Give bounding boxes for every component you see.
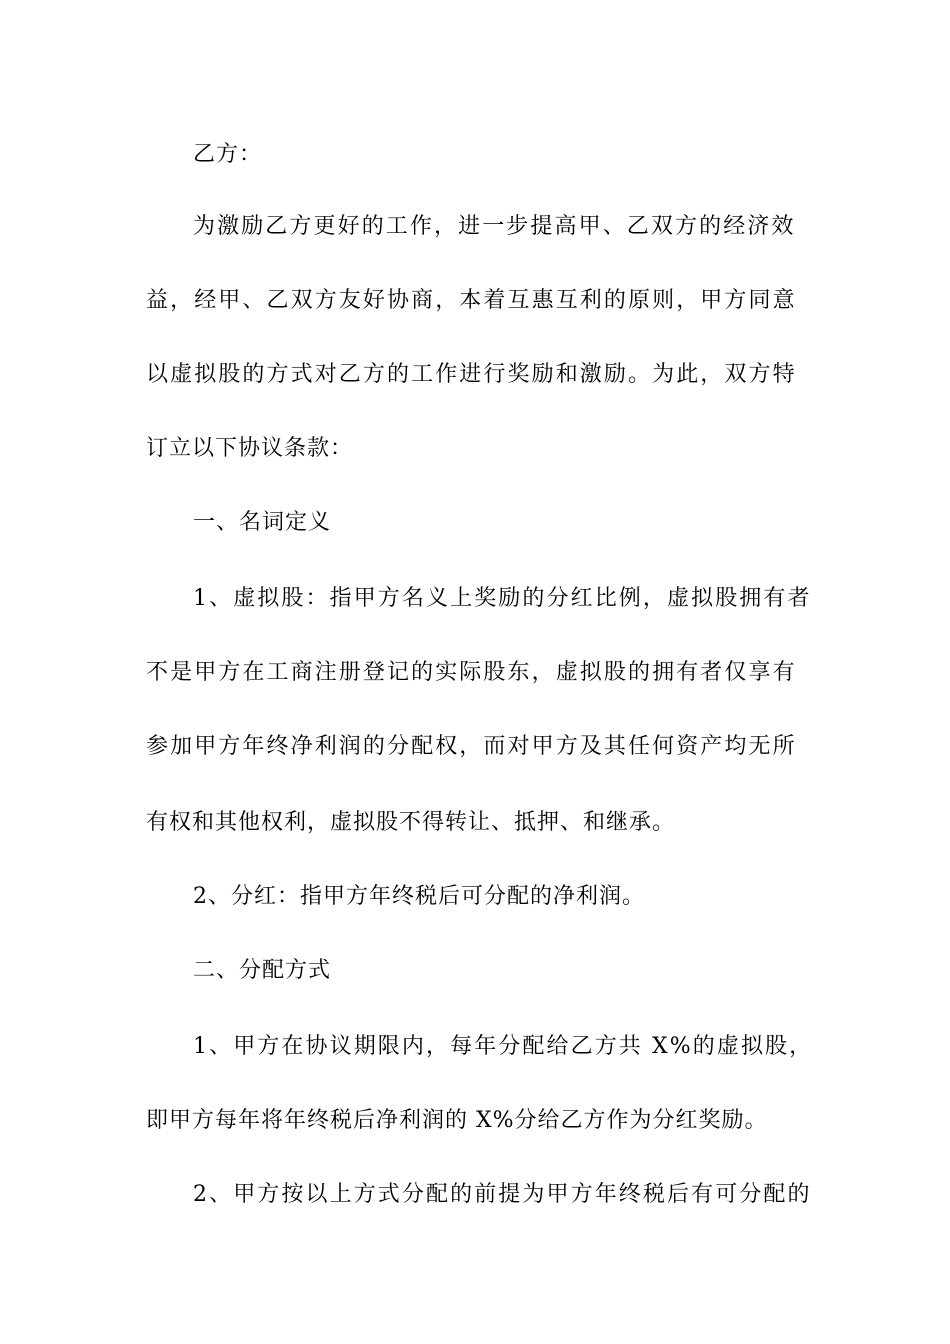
paragraph-line: 2、甲方按以上方式分配的前提为甲方年终税后有可分配的 [193, 1182, 812, 1207]
paragraph-line: 1、甲方在协议期限内，每年分配给乙方共 X%的虚拟股， [193, 1034, 814, 1059]
paragraph-line: 参加甲方年终净利润的分配权，而对甲方及其任何资产均无所 [146, 734, 797, 759]
paragraph-line: 2、分红：指甲方年终税后可分配的净利润。 [193, 884, 645, 909]
paragraph-line: 不是甲方在工商注册登记的实际股东，虚拟股的拥有者仅享有 [146, 660, 797, 685]
paragraph-line: 即甲方每年将年终税后净利润的 X%分给乙方作为分红奖励。 [146, 1108, 768, 1133]
section-heading: 二、分配方式 [193, 958, 332, 983]
paragraph-line: 为激励乙方更好的工作，进一步提高甲、乙双方的经济效 [193, 214, 796, 239]
paragraph-line: 益，经甲、乙双方友好协商，本着互惠互利的原则，甲方同意 [146, 288, 797, 313]
paragraph-line: 有权和其他权利，虚拟股不得转让、抵押、和继承。 [146, 810, 676, 835]
paragraph-line: 以虚拟股的方式对乙方的工作进行奖励和激励。为此，双方特 [146, 362, 797, 387]
section-heading: 一、名词定义 [193, 510, 332, 535]
party-b-label: 乙方： [193, 142, 263, 167]
paragraph-line: 1、虚拟股：指甲方名义上奖励的分红比例，虚拟股拥有者 [193, 586, 812, 611]
paragraph-line: 订立以下协议条款： [146, 436, 354, 461]
